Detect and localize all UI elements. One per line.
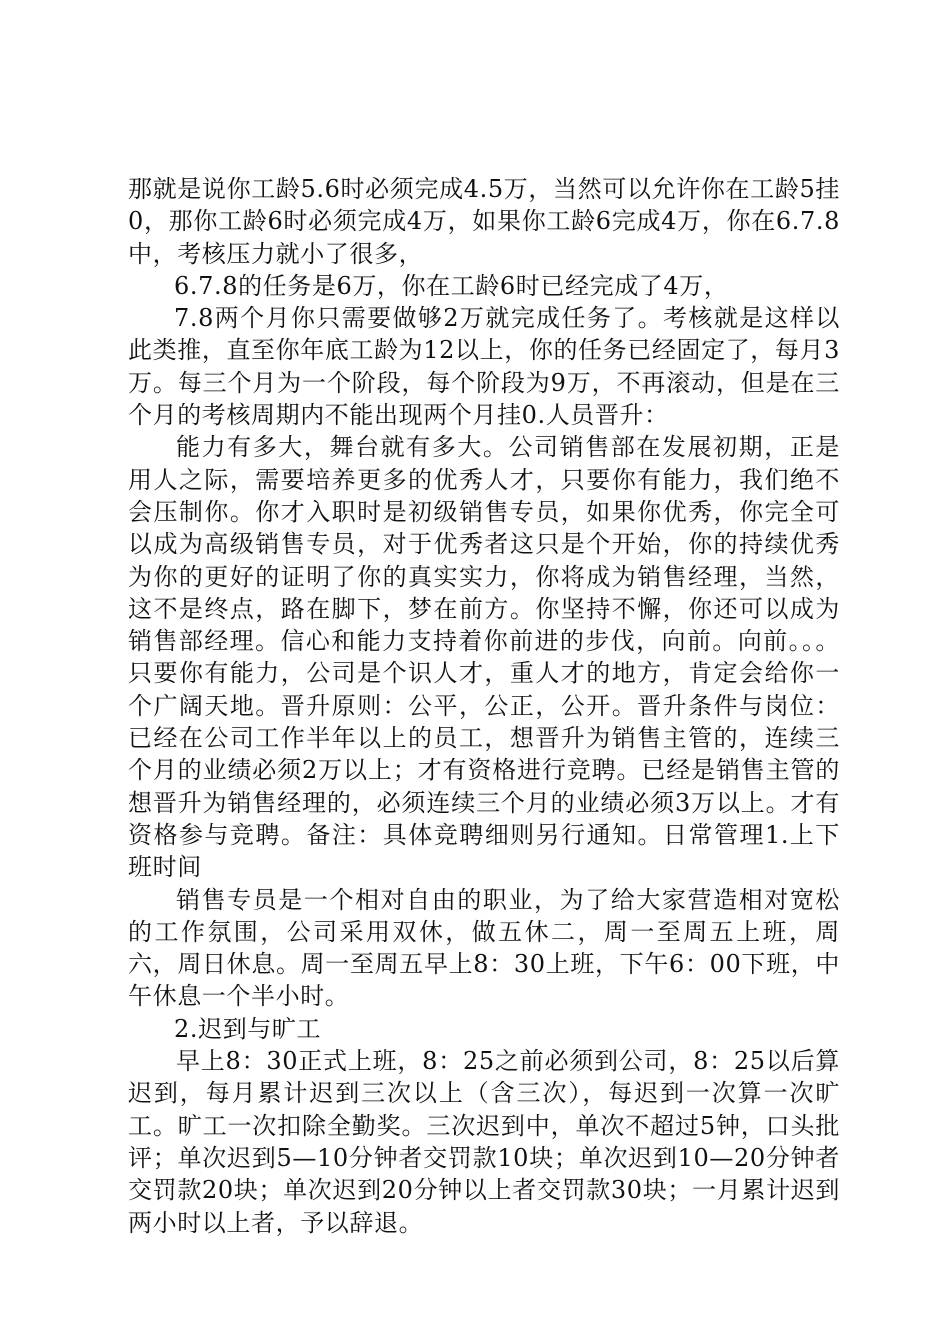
paragraph-work-hours: 销售专员是一个相对自由的职业，为了给大家营造相对宽松的工作氛围，公司采用双休，做五休二，周一至周五上班，周六，周日休息。周一至周五早上8：30上班，下午6：00下班，中午休息一个半小时。 <box>128 885 840 1011</box>
paragraph-promotion: 能力有多大，舞台就有多大。公司销售部在发展初期，正是用人之际，需要培养更多的优秀人才，只要你有能力，我们绝不会压制你。你才入职时是初级销售专员，如果你优秀，你完全可以成为高级销售专员，对于优秀者这只是个开始，你的持续优秀为你的更好的证明了你的真实实力，你将成为销售经理，当然，这不是终点，路在脚下，梦在前方。你坚持不懈，你还可以成为销售部经理。信心和能力支持着你前进的步伐，向前。向前。。。只要你有能力，公司是个识人才，重人才的地方，肯定会给你一个广阔天地。晋升原则：公平，公正，公开。晋升条件与岗位：已经在公司工作半年以上的员工，想晋升为销售主管的，连续三个月的业绩必须2万以上；才有资格进行竞聘。已经是销售主管的想晋升为销售经理的，必须连续三个月的业绩必须3万以上。才有资格参与竞聘。备注：具体竞聘细则另行通知。日常管理1.上下班时间 <box>128 433 840 882</box>
paragraph-two-months-task: 7.8两个月你只需要做够2万就完成任务了。考核就是这样以此类推，直至你年底工龄为12以上，你的任务已经固定了，每月3万。每三个月为一个阶段，每个阶段为9万，不再滚动，但是在三个月的考核周期内不能出现两个月挂0.人员晋升： <box>128 304 840 430</box>
heading-late-and-absence: 2.迟到与旷工 <box>174 1014 322 1043</box>
paragraph-work-age-continuation: 那就是说你工龄5.6时必须完成4.5万，当然可以允许你在工龄5挂0，那你工龄6时必须完成4万，如果你工龄6完成4万，你在6.7.8中，考核压力就小了很多， <box>128 175 840 268</box>
paragraph-late-rules: 早上8：30正式上班，8：25之前必须到公司，8：25以后算迟到，每月累计迟到三次以上（含三次），每迟到一次算一次旷工。旷工一次扣除全勤奖。三次迟到中，单次不超过5钟，口头批评；单次迟到5—10分钟者交罚款10块；单次迟到10—20分钟者交罚款20块；单次迟到20分钟以上者交罚款30块；一月累计迟到两小时以上者，予以辞退。 <box>128 1047 840 1237</box>
paragraph-task-678: 6.7.8的任务是6万，你在工龄6时已经完成了4万， <box>174 271 729 300</box>
document-body <box>128 173 840 1239</box>
